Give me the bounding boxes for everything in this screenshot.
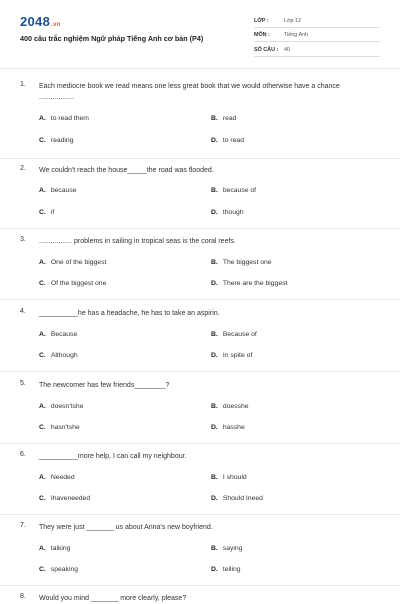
site-logo[interactable] xyxy=(20,14,61,29)
option-c[interactable]: C. hasn'tshe xyxy=(39,424,80,431)
document-header xyxy=(0,0,400,68)
option-c[interactable]: C. reading xyxy=(39,137,74,144)
logo-suffix: .vn xyxy=(51,22,61,28)
header-divider xyxy=(0,68,400,69)
question-number: 5. xyxy=(20,380,26,387)
question-divider xyxy=(0,585,400,586)
option-c[interactable]: C. if xyxy=(39,209,55,216)
meta-subject-label: MÔN : xyxy=(254,32,270,38)
option-d[interactable]: D. to read xyxy=(211,137,244,144)
option-b[interactable]: B. saying xyxy=(211,545,243,552)
option-a[interactable]: A. Because xyxy=(39,331,78,338)
question-number: 2. xyxy=(20,165,26,172)
question-divider xyxy=(0,228,400,229)
option-d[interactable]: D. though xyxy=(211,209,244,216)
option-c[interactable]: C. Although xyxy=(39,352,78,359)
question-divider xyxy=(0,443,400,444)
option-a[interactable]: A. Needed xyxy=(39,474,75,481)
option-b[interactable]: B. The biggest one xyxy=(211,259,272,266)
option-b[interactable]: B. I should xyxy=(211,474,247,481)
option-c[interactable]: C. Of the biggest one xyxy=(39,280,107,287)
meta-class-row xyxy=(254,15,380,28)
meta-count-label: SỐ CÂU : xyxy=(254,47,279,53)
question-number: 4. xyxy=(20,308,26,315)
question-text: ................. problems in sailing in tropical seas is the coral reefs. xyxy=(39,238,236,245)
logo-text: 2048 xyxy=(20,14,51,29)
option-d[interactable]: D. hasshe xyxy=(211,424,245,431)
question-text: __________he has a headache, he has to take an aspirin. xyxy=(39,310,220,317)
option-a[interactable]: A. doesn'tshe xyxy=(39,403,84,410)
meta-count-value: 40 xyxy=(284,47,290,53)
option-a[interactable]: A. because xyxy=(39,187,77,194)
question-text: We couldn't reach the house_____the road was flooded. xyxy=(39,167,214,174)
page-title: 400 câu trắc nghiệm Ngữ pháp Tiếng Anh cơ bản (P4) xyxy=(20,34,204,43)
question-divider xyxy=(0,158,400,159)
question-number: 1. xyxy=(20,81,26,88)
question-divider xyxy=(0,371,400,372)
option-b[interactable]: B. doesshe xyxy=(211,403,249,410)
option-d[interactable]: D. In spite of xyxy=(211,352,253,359)
question-text: The newcomer has few friends________? xyxy=(39,382,170,389)
meta-subject-row xyxy=(254,29,380,42)
meta-count-row xyxy=(254,44,380,57)
option-a[interactable]: A. One of the biggest xyxy=(39,259,107,266)
option-c[interactable]: C. Ihaveneeded xyxy=(39,495,91,502)
question-text: __________more help, I can call my neighbour. xyxy=(39,453,187,460)
option-a[interactable]: A. talking xyxy=(39,545,71,552)
question-text: They were just _______ us about Anna's new boyfriend. xyxy=(39,524,213,531)
question-number: 8. xyxy=(20,593,26,600)
question-divider xyxy=(0,299,400,300)
option-a[interactable]: A. to read them xyxy=(39,115,89,122)
question-number: 3. xyxy=(20,236,26,243)
option-c[interactable]: C. speaking xyxy=(39,566,79,573)
option-b[interactable]: B. Because of xyxy=(211,331,257,338)
question-number: 6. xyxy=(20,451,26,458)
meta-class-label: LỚP : xyxy=(254,18,269,24)
meta-class-value: Lớp 12 xyxy=(284,18,302,24)
question-text: Would you mind _______ more clearly, please? xyxy=(39,595,187,602)
option-b[interactable]: B. because of xyxy=(211,187,257,194)
question-text: Each mediocre book we read means one less great book that we would otherwise have a chance .................. xyxy=(39,83,340,101)
option-b[interactable]: B. read xyxy=(211,115,237,122)
question-number: 7. xyxy=(20,522,26,529)
option-d[interactable]: D. Should Ineed xyxy=(211,495,263,502)
meta-subject-value: Tiếng Anh xyxy=(284,32,309,38)
option-d[interactable]: D. telling xyxy=(211,566,241,573)
option-d[interactable]: D. There are the biggest xyxy=(211,280,288,287)
question-divider xyxy=(0,514,400,515)
